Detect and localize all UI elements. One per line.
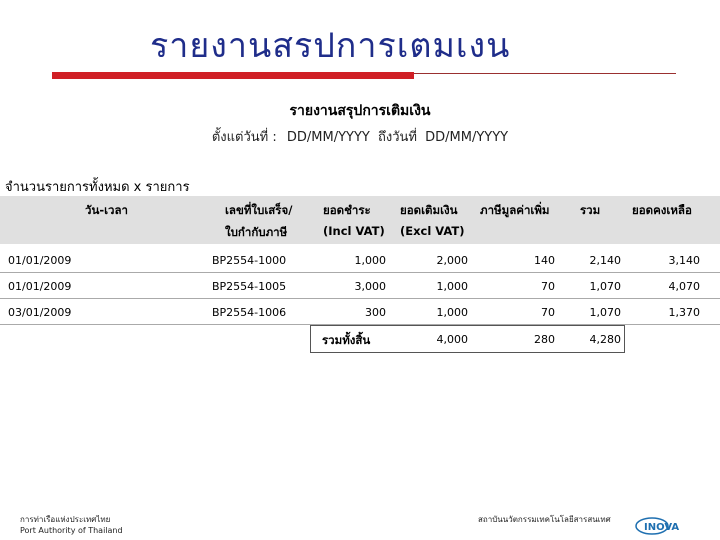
inova-logo (634, 512, 690, 536)
header-topup-line1: ยอดเติมเงิน (400, 203, 458, 217)
row2-balance: 4,070 (668, 280, 700, 293)
header-datetime: วัน-เวลา (85, 203, 128, 217)
header-topup-line2: (Excl VAT) (400, 224, 465, 238)
row3-balance: 1,370 (668, 306, 700, 319)
report-title: รายงานสรุปการเติมเงิน (289, 103, 431, 119)
row3-vat: 70 (541, 306, 555, 319)
record-count: จำนวนรายการทั้งหมด x รายการ (5, 180, 190, 195)
row3-receipt: BP2554-1006 (212, 306, 287, 319)
header-balance: ยอดคงเหลือ (632, 203, 692, 217)
row1-balance: 3,140 (668, 254, 700, 267)
row-divider (0, 298, 720, 299)
footer-institute (478, 514, 611, 525)
total-label: รวมทั้งสิ้น (322, 333, 371, 347)
row-divider (0, 272, 720, 273)
header-vat: ภาษีมูลค่าเพิ่ม (480, 203, 550, 217)
row1-sum: 2,140 (589, 254, 621, 267)
total-top-rule (310, 325, 624, 326)
row1-date: 01/01/2009 (8, 254, 72, 267)
row2-date: 01/01/2009 (8, 280, 72, 293)
row3-sum: 1,070 (589, 306, 621, 319)
row1-topup: 2,000 (436, 254, 468, 267)
total-sum: 4,280 (589, 333, 621, 346)
row2-sum: 1,070 (589, 280, 621, 293)
logo-text: INOVA (644, 522, 680, 533)
total-topup: 4,000 (436, 333, 468, 346)
footer-org-english: Port Authority of Thailand (20, 526, 123, 535)
footer-organization (20, 514, 123, 536)
row3-topup: 1,000 (436, 306, 468, 319)
header-receipt-line1: เลขที่ใบเสร็จ/ (225, 203, 293, 217)
total-vat: 280 (534, 333, 555, 346)
row2-paid: 3,000 (354, 280, 386, 293)
slide-title: รายงานสรปการเตมเงน (150, 26, 511, 66)
total-right-border (624, 325, 625, 353)
header-paid-line2: (Incl VAT) (323, 224, 385, 238)
total-left-border (310, 325, 311, 353)
row1-paid: 1,000 (354, 254, 386, 267)
header-sum: รวม (580, 203, 601, 217)
range-from-value: DD/MM/YYYY (286, 130, 370, 145)
report-date-range (0, 126, 720, 147)
row2-vat: 70 (541, 280, 555, 293)
title-divider (414, 73, 676, 74)
footer-org-thai: การท่าเรือแห่งประเทศไทย (20, 515, 111, 524)
range-to-value: DD/MM/YYYY (425, 130, 509, 145)
inova-logo-icon (634, 512, 690, 536)
title-accent-bar (52, 72, 414, 79)
footer-institute-name: สถาบันนวัตกรรมเทคโนโลยีสารสนเทศ (478, 515, 611, 524)
header-paid-line1: ยอดชำระ (323, 203, 371, 217)
row1-receipt: BP2554-1000 (212, 254, 287, 267)
range-from-label: ตั้งแต่วันที่ : (211, 130, 277, 145)
total-bottom-rule (310, 352, 624, 353)
row3-date: 03/01/2009 (8, 306, 72, 319)
row3-paid: 300 (365, 306, 386, 319)
range-to-label: ถึงวันที่ (378, 130, 417, 145)
row2-receipt: BP2554-1005 (212, 280, 287, 293)
row1-vat: 140 (534, 254, 555, 267)
row2-topup: 1,000 (436, 280, 468, 293)
header-receipt-line2: ใบกำกับภาษี (225, 225, 288, 239)
